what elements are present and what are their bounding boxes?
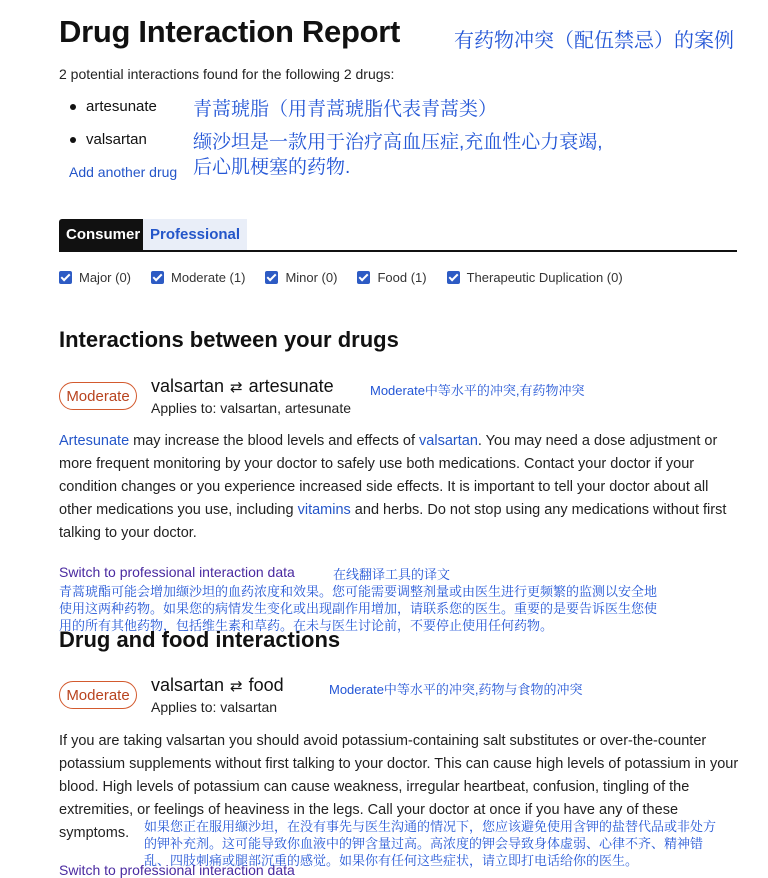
page-title: Drug Interaction Report <box>59 14 401 49</box>
filter-label: Major (0) <box>79 270 132 285</box>
tab-consumer[interactable]: Consumer <box>59 219 147 250</box>
drug-link-artesunate[interactable]: Artesunate <box>59 433 130 449</box>
severity-filters <box>59 270 623 285</box>
view-tabs <box>59 219 737 252</box>
drug-name: artesunate <box>86 98 157 115</box>
drug-b: food <box>248 675 284 695</box>
drug-annotation-valsartan <box>193 130 603 180</box>
desc-text: . You may need a dose adjustment or more frequent monitoring by your doctor to safely use both medications. Contact your doctor if your condition changes or you experience increased side effects. It is important to tell your doctor about all other medications you use, including <box>59 433 718 518</box>
drug-interactions-heading: Interactions between your drugs <box>59 327 399 352</box>
drug-link-valsartan[interactable]: valsartan <box>419 433 478 449</box>
bullet-icon <box>70 104 76 110</box>
drug-annotation-line: 后心肌梗塞的药物. <box>193 157 351 178</box>
checkbox-icon[interactable] <box>447 271 460 284</box>
food-interactions-heading: Drug and food interactions <box>59 627 341 652</box>
checkbox-icon[interactable] <box>357 271 370 284</box>
drug-annotation-artesunate: 青蒿琥脂（用青蒿琥脂代表青蒿类） <box>193 99 498 120</box>
severity-annotation: Moderate中等水平的冲突,有药物冲突 <box>370 383 585 398</box>
desc-text: may increase the blood levels and effects of <box>129 433 420 449</box>
drug-annotation-line: 缬沙坦是一款用于治疗高血压症,充血性心力衰竭, <box>193 132 603 153</box>
summary-text: 2 potential interactions found for the following 2 drugs: <box>59 66 395 82</box>
interaction-arrows-icon: ⇄ <box>230 379 243 396</box>
filter-label: Moderate (1) <box>171 270 246 285</box>
food-interaction-description: If you are taking valsartan you should avoid potassium-containing salt substitutes or over-the-counter potassium supplements without first talking to your doctor. This can cause high levels of potassium in your blood. High levels of potassium can cause weakness, irregular heartbeat, confusion, tingling of the extremities, or feelings of heaviness in the legs. Call your doctor at once if you have any of these symptoms. <box>59 733 739 841</box>
filter-label: Therapeutic Duplication (0) <box>466 270 623 285</box>
filter-food[interactable] <box>357 270 426 285</box>
interaction-description <box>59 430 739 545</box>
filter-major[interactable] <box>59 270 131 285</box>
translation-label: 在线翻译工具的译文 <box>333 567 451 582</box>
drug-name: valsartan <box>86 131 147 148</box>
checkbox-icon[interactable] <box>265 271 278 284</box>
drug-a: valsartan <box>151 376 225 396</box>
drug-item-valsartan <box>86 131 147 148</box>
filter-therapeutic-duplication[interactable] <box>447 270 623 285</box>
severity-badge: Moderate <box>59 382 137 410</box>
filter-moderate[interactable] <box>151 270 245 285</box>
interaction-pair <box>151 675 284 696</box>
drug-item-artesunate <box>86 98 157 115</box>
checkbox-icon[interactable] <box>59 271 72 284</box>
interaction-arrows-icon: ⇄ <box>230 678 243 695</box>
severity-badge: Moderate <box>59 681 137 709</box>
translation-text: 青蒿琥酯可能会增加缬沙坦的血药浓度和效果。您可能需要调整剂量或由医生进行更频繁的监测以安全地使用这两种药物。如果您的病情发生变化或出现副作用增加，请联系您的医生。重要的是要告诉医生您使用的所有其他药物，包括维生素和草药。在未与医生讨论前，不要停止使用任何药物。 <box>59 584 658 633</box>
food-translation-text: 如果您正在服用缬沙坦，在没有事先与医生沟通的情况下，您应该避免使用含钾的盐替代品或非处方的钾补充剂。这可能导致你血液中的钾含量过高。高浓度的钾会导致身体虚弱、心律不齐、精神错乱、四肢刺痛或腿部沉重的感觉。如果你有任何这些症状，请立即打电话给你的医生。 <box>144 819 717 868</box>
tab-professional[interactable]: Professional <box>143 219 247 250</box>
drug-a: valsartan <box>151 675 225 695</box>
vitamins-link[interactable]: vitamins <box>297 502 351 518</box>
filter-label: Minor (0) <box>285 270 338 285</box>
checkbox-icon[interactable] <box>151 271 164 284</box>
severity-annotation: Moderate中等水平的冲突,药物与食物的冲突 <box>329 682 583 697</box>
add-drug-link[interactable]: Add another drug <box>69 164 178 180</box>
applies-to: Applies to: valsartan <box>151 699 278 715</box>
interaction-pair <box>151 376 334 397</box>
title-annotation: 有药物冲突（配伍禁忌）的案例 <box>454 30 734 52</box>
switch-professional-link[interactable]: Switch to professional interaction data <box>59 862 295 878</box>
bullet-icon <box>70 137 76 143</box>
drug-b: artesunate <box>248 376 334 396</box>
desc-text: and herbs. Do not stop using any medications without first talking to your doctor. <box>59 502 727 541</box>
applies-to: Applies to: valsartan, artesunate <box>151 400 352 416</box>
switch-professional-link[interactable]: Switch to professional interaction data <box>59 564 295 580</box>
filter-minor[interactable] <box>265 270 337 285</box>
filter-label: Food (1) <box>377 270 427 285</box>
